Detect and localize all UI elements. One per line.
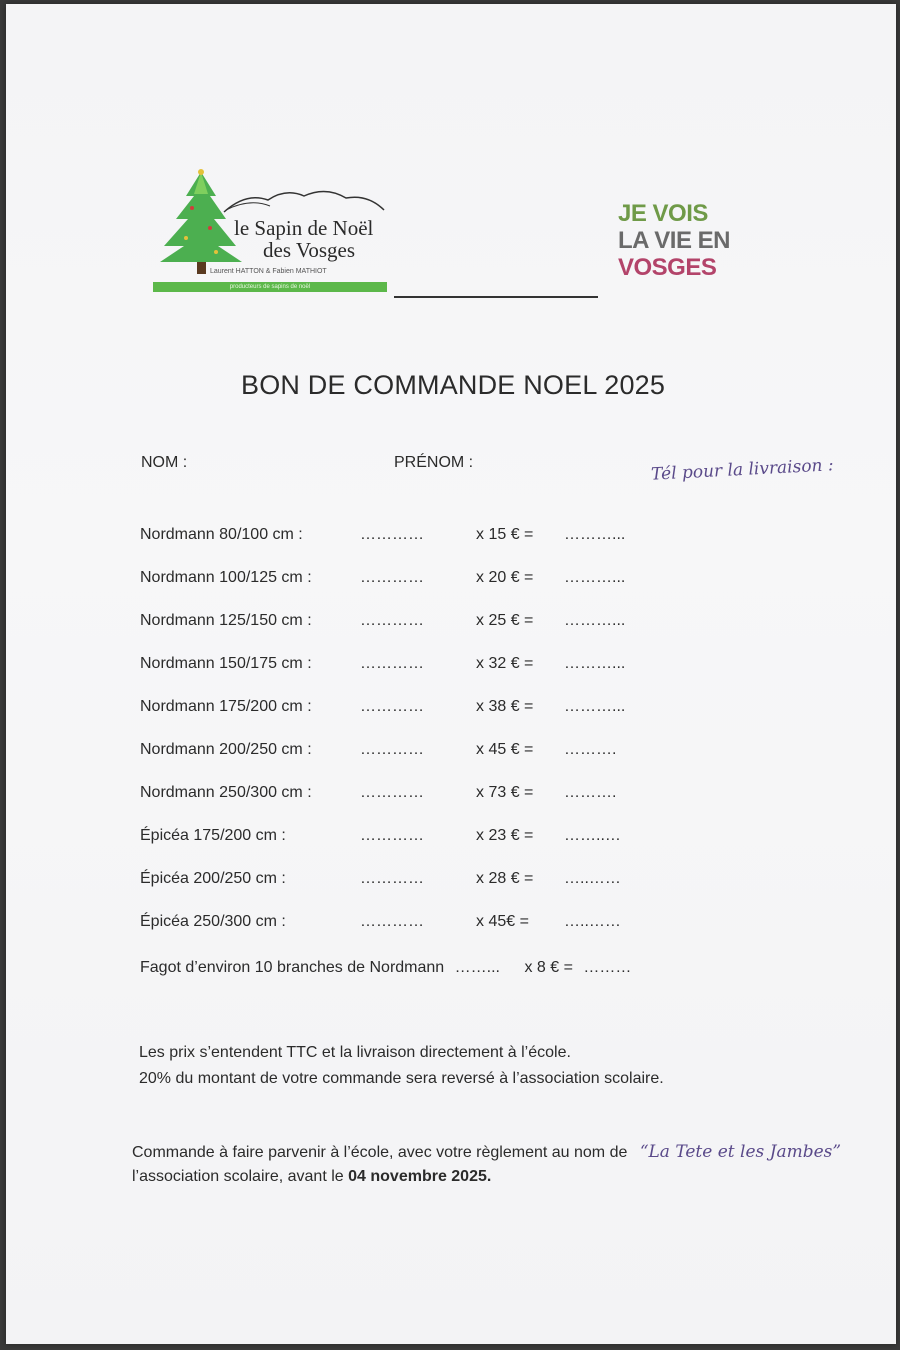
item-label: Nordmann 125/150 cm :: [140, 612, 312, 629]
item-total-field[interactable]: ……….: [564, 784, 617, 801]
item-total-field[interactable]: ………...: [564, 612, 626, 629]
order-item-row: [6, 827, 896, 851]
item-quantity-field[interactable]: …………: [360, 698, 424, 715]
item-unit-price: x 32 € =: [476, 655, 534, 672]
order-form-page: [6, 4, 896, 1344]
item-unit-price: x 20 € =: [476, 569, 534, 586]
logo-green-bar: [153, 282, 387, 292]
item-total-field[interactable]: ………...: [564, 526, 626, 543]
logo-producer-names: Laurent HATTON & Fabien MATHIOT: [210, 268, 327, 275]
item-unit-price: x 45€ =: [476, 913, 529, 930]
nom-field-label[interactable]: NOM :: [141, 454, 188, 471]
order-item-row: [6, 655, 896, 679]
item-unit-price: x 45 € =: [476, 741, 534, 758]
order-item-row: [6, 698, 896, 722]
item-unit-price: x 25 € =: [476, 612, 534, 629]
handwritten-tel-note: Tél pour la livraison :: [650, 455, 835, 485]
sapin-de-noel-logo: [146, 164, 396, 299]
page-title: BON DE COMMANDE NOEL 2025: [241, 370, 666, 400]
item-label: Épicéa 175/200 cm :: [140, 827, 286, 844]
item-total-field[interactable]: ………...: [564, 655, 626, 672]
item-quantity-field[interactable]: …………: [360, 913, 424, 930]
item-unit-price: x 28 € =: [476, 870, 534, 887]
logo-title-line1: le Sapin de Noël: [234, 216, 374, 240]
item-quantity-field[interactable]: …………: [360, 569, 424, 586]
item-quantity-field[interactable]: …………: [360, 827, 424, 844]
item-unit-price: x 15 € =: [476, 526, 534, 543]
order-item-row: [6, 569, 896, 593]
item-label: Épicéa 200/250 cm :: [140, 870, 286, 887]
item-quantity-field[interactable]: …………: [360, 741, 424, 758]
item-quantity-field[interactable]: …………: [360, 870, 424, 887]
vosges-slogan-logo: [618, 200, 730, 281]
item-total-field[interactable]: ……..…: [564, 827, 621, 844]
order-item-row: [6, 913, 896, 937]
item-quantity-field[interactable]: …………: [360, 612, 424, 629]
order-item-row: [6, 526, 896, 550]
item-label: Nordmann 100/125 cm :: [140, 569, 312, 586]
item-unit-price: x 23 € =: [476, 827, 534, 844]
note-instructions-line1: [132, 1142, 841, 1162]
logo-bar-text: producteurs de sapins de noël: [229, 284, 311, 290]
note-instructions-text: Commande à faire parvenir à l’école, avec votre règlement au nom de: [132, 1144, 628, 1161]
handwritten-association-name: “La Tete et les Jambes”: [639, 1142, 842, 1162]
fagot-total-field[interactable]: ………: [583, 959, 632, 976]
note-percentage: 20% du montant de votre commande sera reversé à l’association scolaire.: [139, 1070, 664, 1087]
item-total-field[interactable]: ……….: [564, 741, 617, 758]
item-label: Nordmann 175/200 cm :: [140, 698, 312, 715]
slogan-line1: JE VOIS: [618, 200, 708, 227]
slogan-line2: LA VIE EN: [618, 227, 730, 254]
slogan-line3: VOSGES: [618, 254, 717, 281]
order-item-row: [6, 870, 896, 894]
item-total-field[interactable]: ………...: [564, 698, 626, 715]
fagot-row: [140, 959, 637, 977]
item-quantity-field[interactable]: …………: [360, 655, 424, 672]
fagot-quantity-field[interactable]: ……...: [454, 959, 500, 976]
item-label: Épicéa 250/300 cm :: [140, 913, 286, 930]
fagot-price: x 8 € =: [524, 959, 573, 976]
note-instructions-line2: [132, 1168, 491, 1186]
note-deadline-text: l’association scolaire, avant le: [132, 1168, 344, 1185]
item-total-field[interactable]: …..……: [564, 913, 621, 930]
item-label: Nordmann 200/250 cm :: [140, 741, 312, 758]
item-total-field[interactable]: ………...: [564, 569, 626, 586]
note-deadline-date: 04 novembre 2025.: [348, 1168, 492, 1185]
item-label: Nordmann 80/100 cm :: [140, 526, 303, 543]
item-quantity-field[interactable]: …………: [360, 526, 424, 543]
logo-title-line2: des Vosges: [263, 238, 355, 262]
item-unit-price: x 73 € =: [476, 784, 534, 801]
note-prices: Les prix s’entendent TTC et la livraison directement à l’école.: [139, 1044, 571, 1061]
fagot-label: Fagot d’environ 10 branches de Nordmann: [140, 959, 445, 976]
item-unit-price: x 38 € =: [476, 698, 534, 715]
item-quantity-field[interactable]: …………: [360, 784, 424, 801]
order-item-row: [6, 612, 896, 636]
prenom-field-label[interactable]: PRÉNOM :: [394, 454, 474, 471]
order-item-row: [6, 741, 896, 765]
item-label: Nordmann 250/300 cm :: [140, 784, 312, 801]
item-total-field[interactable]: …..……: [564, 870, 621, 887]
order-item-row: [6, 784, 896, 808]
signature-line: [394, 296, 598, 298]
item-label: Nordmann 150/175 cm :: [140, 655, 312, 672]
